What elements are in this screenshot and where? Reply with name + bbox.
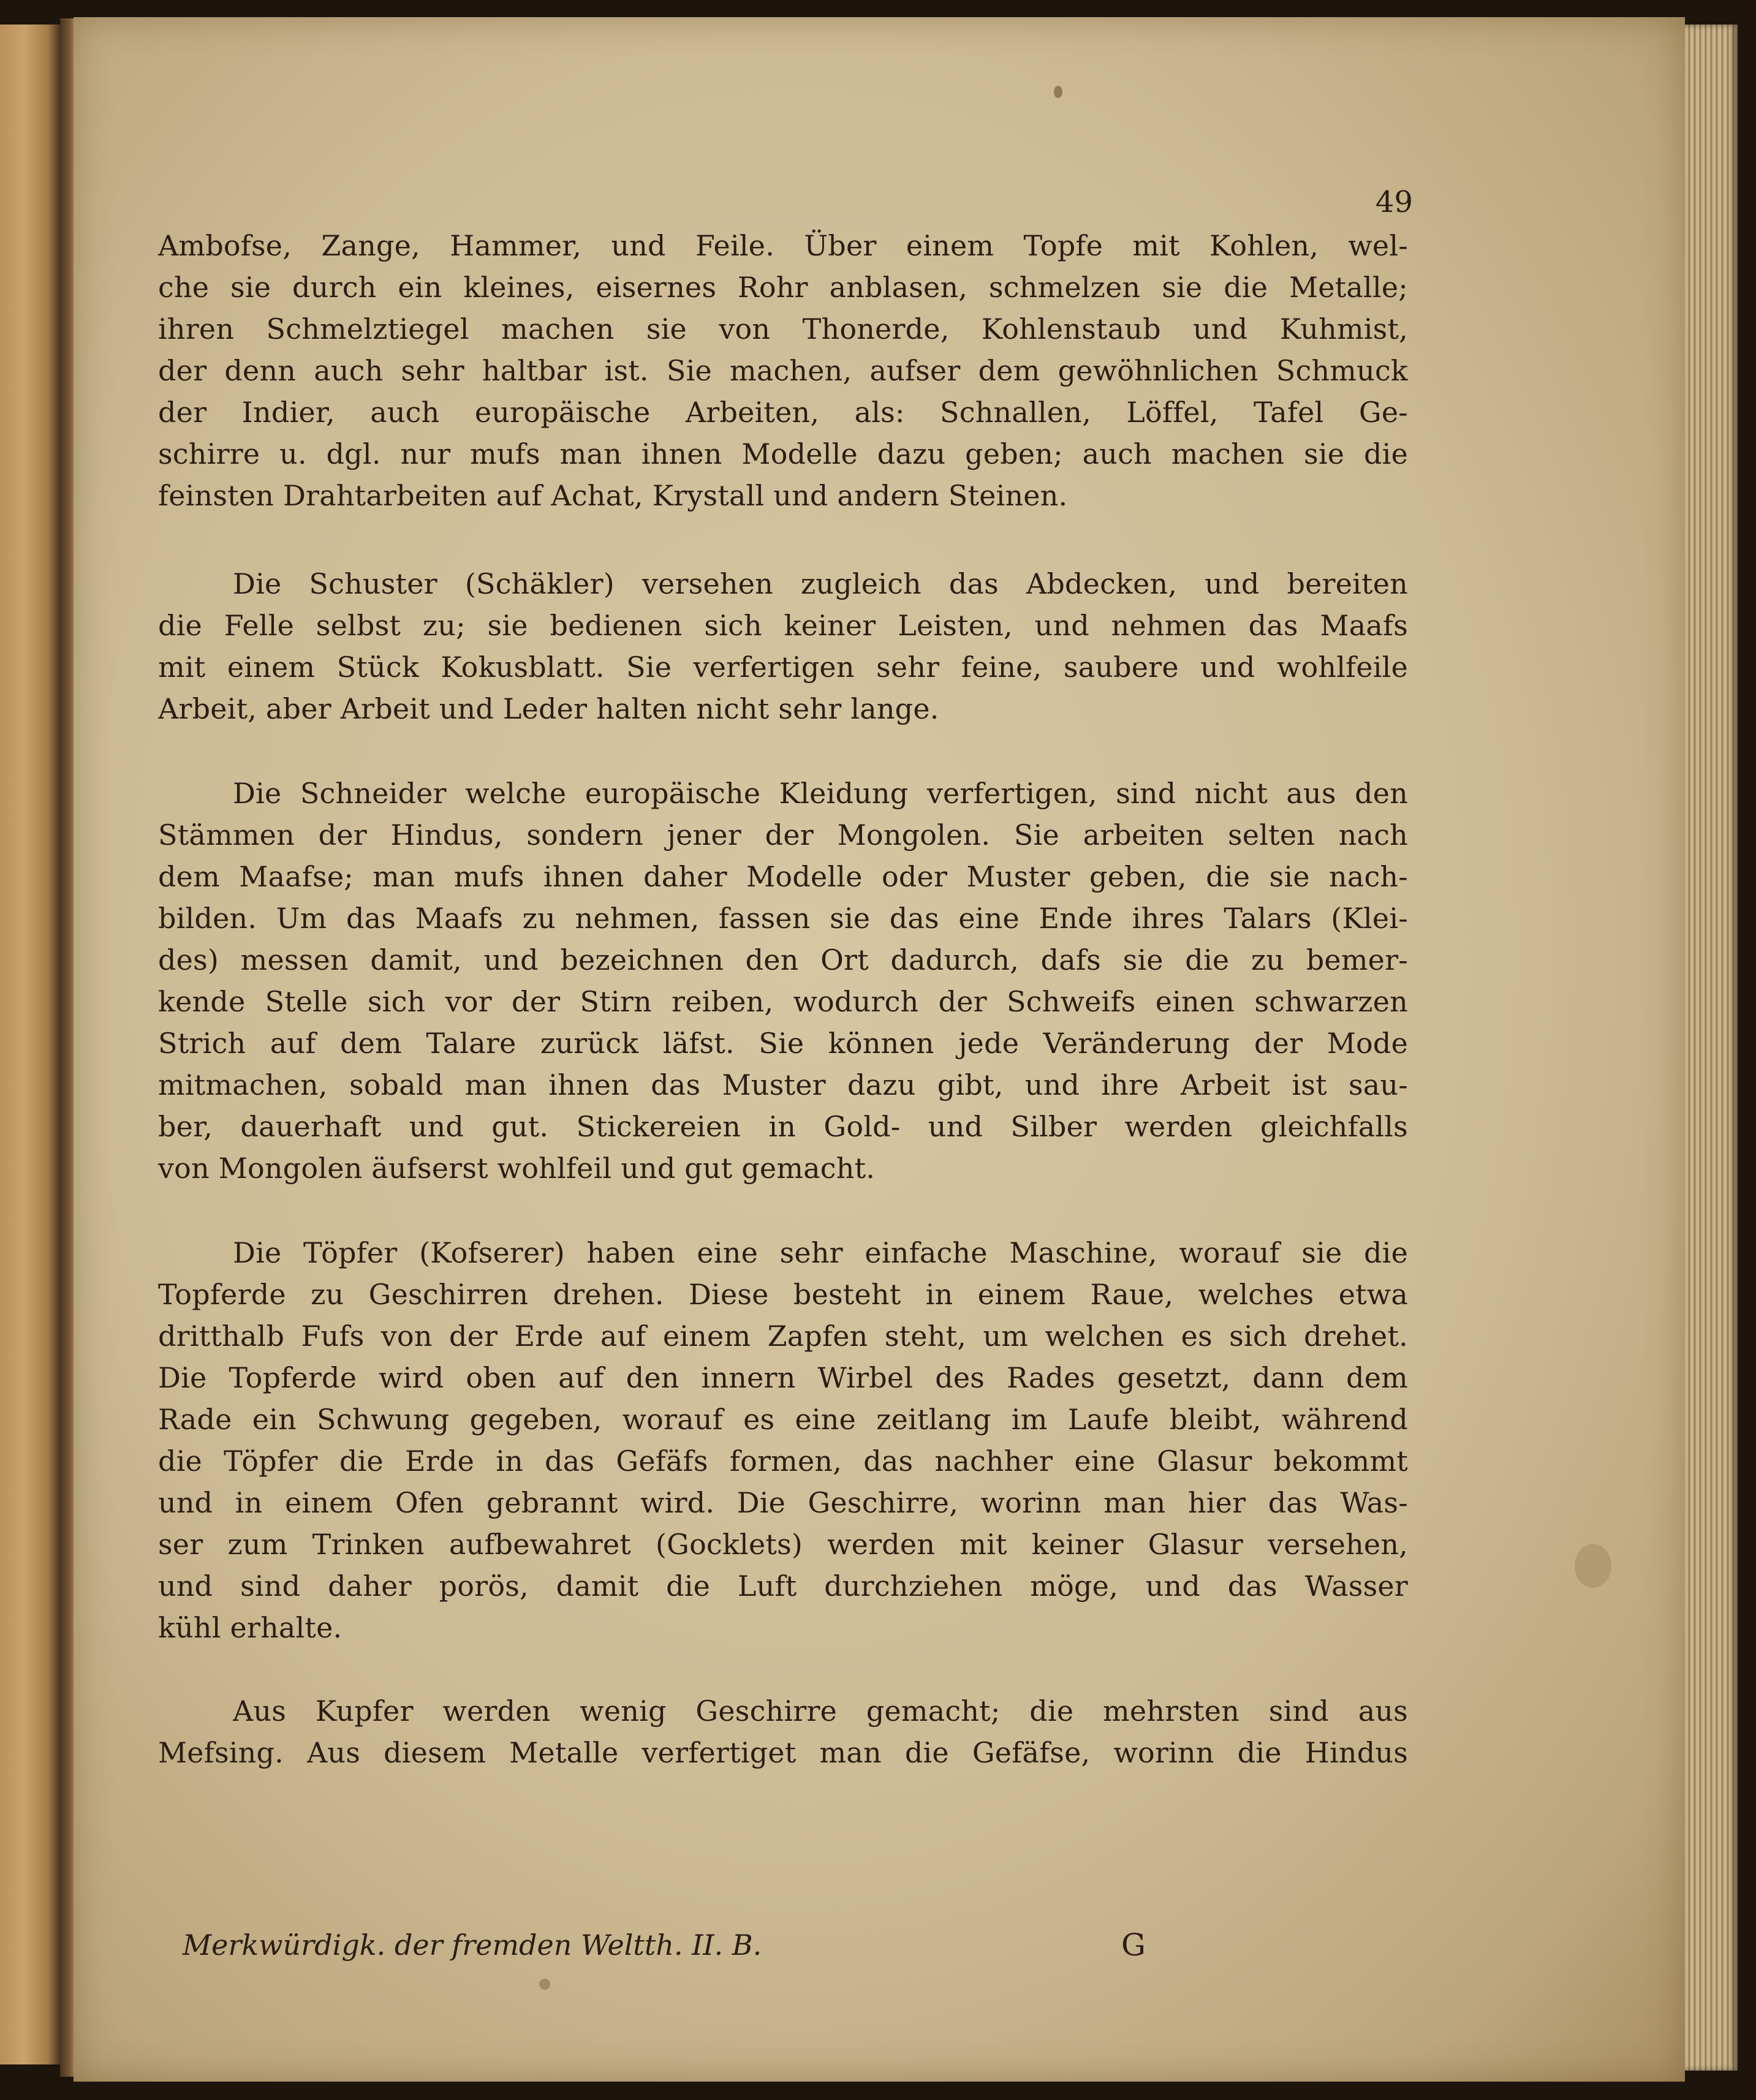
text-line: der Indier, auch europäische Arbeiten, als: Schnallen, Löffel, Tafel Ge- <box>158 396 1408 429</box>
text-line: des) messen damit, und bezeichnen den Ort dadurch, dafs sie die zu bemer- <box>158 943 1408 976</box>
text-line: Topferde zu Geschirren drehen. Diese besteht in einem Raue, welches etwa <box>158 1278 1408 1311</box>
paper-stain <box>1575 1544 1611 1588</box>
left-page-edge <box>0 25 60 2064</box>
text-line: bilden. Um das Maafs zu nehmen, fassen sie das eine Ende ihres Talars (Klei- <box>158 902 1408 935</box>
text-line: ber, dauerhaft und gut. Stickereien in Gold- und Silber werden gleichfalls <box>158 1110 1408 1143</box>
text-line: schirre u. dgl. nur mufs man ihnen Modelle dazu geben; auch machen sie die <box>158 437 1408 470</box>
text-line: der denn auch sehr haltbar ist. Sie machen, aufser dem gewöhnlichen Schmuck <box>158 354 1408 387</box>
text-line: Aus Kupfer werden wenig Geschirre gemacht; die mehrsten sind aus <box>233 1694 1408 1728</box>
text-line: kende Stelle sich vor der Stirn reiben, wodurch der Schweifs einen schwarzen <box>158 985 1408 1018</box>
page-stack-edges <box>1685 25 1738 2071</box>
text-line: che sie durch ein kleines, eisernes Rohr anblasen, schmelzen sie die Metalle; <box>158 271 1408 304</box>
text-line: von Mongolen äufserst wohlfeil und gut gemacht. <box>158 1152 876 1185</box>
text-line: ser zum Trinken aufbewahret (Gocklets) werden mit keiner Glasur versehen, <box>158 1528 1408 1561</box>
text-line: feinsten Drahtarbeiten auf Achat, Krystall und andern Steinen. <box>158 479 1068 512</box>
text-line: dritthalb Fufs von der Erde auf einem Zapfen steht, um welchen es sich drehet. <box>158 1320 1408 1353</box>
text-line: Stämmen der Hindus, sondern jener der Mongolen. Sie arbeiten selten nach <box>158 818 1408 852</box>
text-line: Die Schneider welche europäische Kleidung verfertigen, sind nicht aus den <box>233 777 1408 810</box>
text-line: kühl erhalte. <box>158 1611 342 1644</box>
text-line: Mefsing. Aus diesem Metalle verfertiget man die Gefäfse, worinn die Hindus <box>158 1736 1408 1769</box>
paper-stain <box>539 1979 550 1990</box>
text-line: Die Töpfer (Kofserer) haben eine sehr einfache Maschine, worauf sie die <box>233 1236 1408 1269</box>
text-line: Rade ein Schwung gegeben, worauf es eine zeitlang im Laufe bleibt, während <box>158 1403 1408 1436</box>
text-line: mit einem Stück Kokusblatt. Sie verfertigen sehr feine, saubere und wohlfeile <box>158 651 1408 684</box>
text-line: und in einem Ofen gebrannt wird. Die Geschirre, worinn man hier das Was- <box>158 1486 1408 1519</box>
text-line: Strich auf dem Talare zurück läfst. Sie können jede Veränderung der Mode <box>158 1027 1408 1060</box>
text-line: die Felle selbst zu; sie bedienen sich keiner Leisten, und nehmen das Maafs <box>158 609 1408 642</box>
text-line: die Töpfer die Erde in das Gefäfs formen, das nachher eine Glasur bekommt <box>158 1445 1408 1478</box>
signature-mark: G <box>1121 1927 1146 1963</box>
text-line: mitmachen, sobald man ihnen das Muster dazu gibt, und ihre Arbeit ist sau- <box>158 1068 1408 1101</box>
text-line: Die Schuster (Schäkler) versehen zugleich das Abdecken, und bereiten <box>233 567 1408 600</box>
page-number: 49 <box>1375 185 1413 219</box>
text-line: dem Maafse; man mufs ihnen daher Modelle oder Muster geben, die sie nach- <box>158 860 1408 893</box>
signature-line: Merkwürdigk. der fremden Weltth. II. B. <box>183 1928 762 1962</box>
paper-stain <box>1054 86 1062 98</box>
text-line: und sind daher porös, damit die Luft durchziehen möge, und das Wasser <box>158 1569 1408 1603</box>
text-line: ihren Schmelztiegel machen sie von Thonerde, Kohlenstaub und Kuhmist, <box>158 312 1408 346</box>
text-line: Arbeit, aber Arbeit und Leder halten nicht sehr lange. <box>158 692 939 725</box>
text-line: Ambofse, Zange, Hammer, und Feile. Über einem Topfe mit Kohlen, wel- <box>158 229 1408 262</box>
text-line: Die Topferde wird oben auf den innern Wirbel des Rades gesetzt, dann dem <box>158 1361 1408 1394</box>
